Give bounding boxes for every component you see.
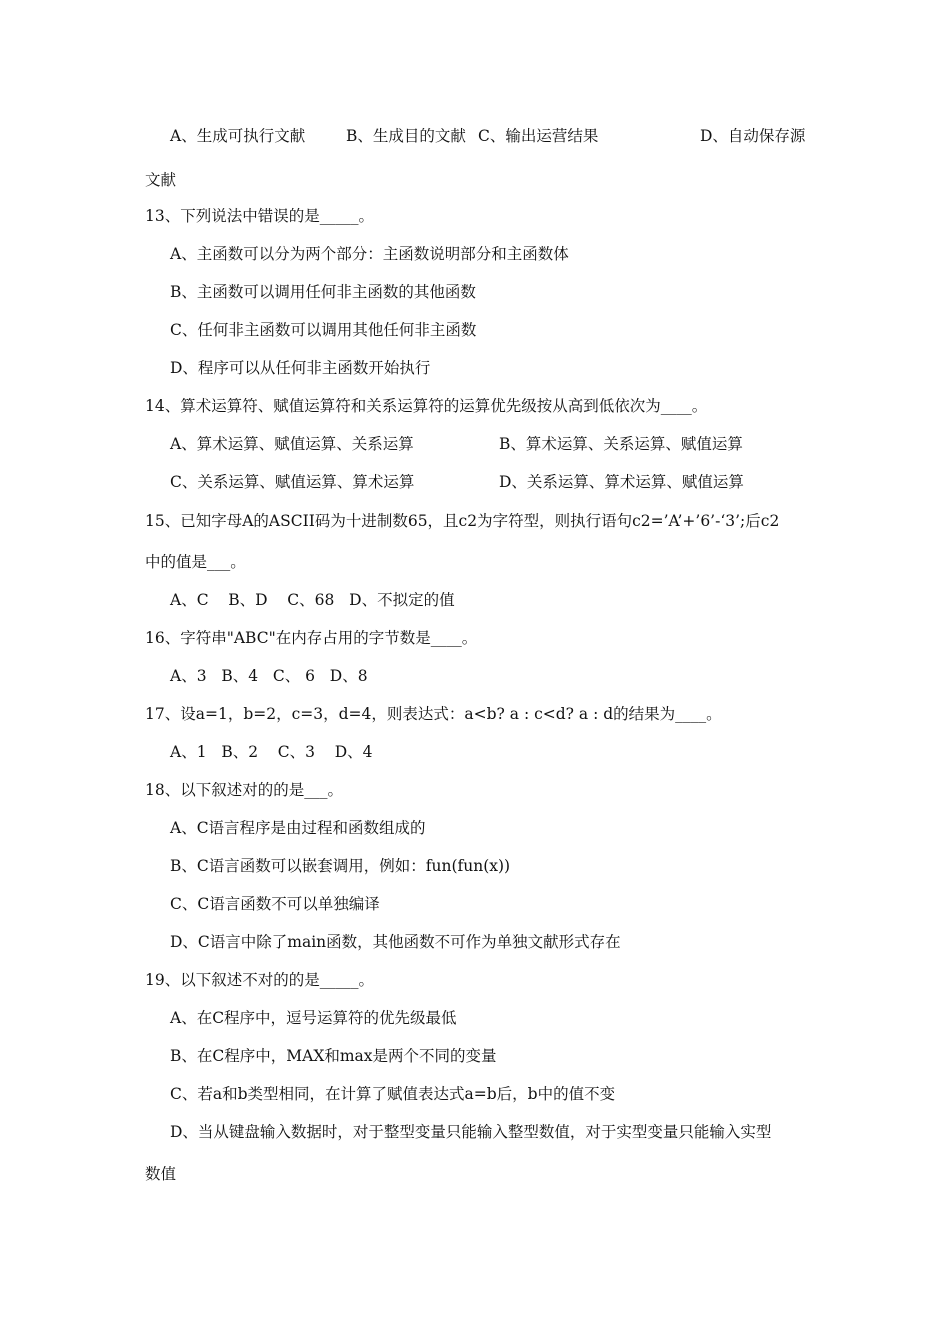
q12-option-a: A、生成可执行文献 xyxy=(170,127,306,145)
q18-option-d: D、C语言中除了main函数，其他函数不可作为单独文献形式存在 xyxy=(170,933,621,951)
q17-options: A、1 B、2 C、3 D、4 xyxy=(170,743,373,761)
q15-options: A、C B、D C、68 D、不拟定的值 xyxy=(170,591,455,609)
q12-option-c: C、输出运营结果 xyxy=(478,127,599,145)
q13-option-d: D、程序可以从任何非主函数开始执行 xyxy=(170,359,431,377)
q16-options: A、3 B、4 C、 6 D、8 xyxy=(170,667,368,685)
q14-option-b: B、算术运算、关系运算、赋值运算 xyxy=(499,435,743,453)
q18-stem: 18、以下叙述对的的是___。 xyxy=(145,781,343,799)
q14-option-d: D、关系运算、算术运算、赋值运算 xyxy=(499,473,744,491)
q13-stem: 13、下列说法中错误的是_____。 xyxy=(145,207,374,225)
q14-options-row-1 xyxy=(170,433,810,455)
q14-option-a: A、算术运算、赋值运算、关系运算 xyxy=(170,435,414,453)
q15-stem-continuation: 中的值是___。 xyxy=(145,553,246,571)
q14-stem: 14、算术运算符、赋值运算符和关系运算符的运算优先级按从高到低依次为____。 xyxy=(145,397,708,415)
q19-option-a: A、在C程序中，逗号运算符的优先级最低 xyxy=(170,1009,457,1027)
q13-option-b: B、主函数可以调用任何非主函数的其他函数 xyxy=(170,283,476,301)
q19-option-d-continuation: 数值 xyxy=(145,1165,177,1183)
q15-stem: 15、已知字母A的ASCII码为十进制数65，且c2为字符型，则执行语句c2=’A’+’6’-‘3’;后c2 xyxy=(145,512,780,530)
q14-options-row-2 xyxy=(170,471,810,493)
q13-option-a: A、主函数可以分为两个部分：主函数说明部分和主函数体 xyxy=(170,245,569,263)
q18-option-b: B、C语言函数可以嵌套调用，例如：fun(fun(x)) xyxy=(170,857,511,875)
q19-option-d: D、当从键盘输入数据时，对于整型变量只能输入整型数值，对于实型变量只能输入实型 xyxy=(170,1123,772,1141)
q14-option-c: C、关系运算、赋值运算、算术运算 xyxy=(170,473,415,491)
q18-option-a: A、C语言程序是由过程和函数组成的 xyxy=(170,819,426,837)
q19-option-c: C、若a和b类型相同，在计算了赋值表达式a=b后，b中的值不变 xyxy=(170,1085,616,1103)
q16-stem: 16、字符串"ABC"在内存占用的字节数是____。 xyxy=(145,629,478,647)
q17-stem: 17、设a=1，b=2，c=3，d=4，则表达式：a<b? a : c<d? a : d的结果为____。 xyxy=(145,705,722,723)
q12-option-b: B、生成目的文献 xyxy=(346,127,466,145)
q12-option-d: D、自动保存源 xyxy=(700,127,806,145)
q12-option-d-continuation: 文献 xyxy=(145,171,177,189)
q19-option-b: B、在C程序中，MAX和max是两个不同的变量 xyxy=(170,1047,497,1065)
q19-stem: 19、以下叙述不对的的是_____。 xyxy=(145,971,374,989)
q13-option-c: C、任何非主函数可以调用其他任何非主函数 xyxy=(170,321,477,339)
q12-options-row xyxy=(170,125,810,147)
q18-option-c: C、C语言函数不可以单独编译 xyxy=(170,895,380,913)
